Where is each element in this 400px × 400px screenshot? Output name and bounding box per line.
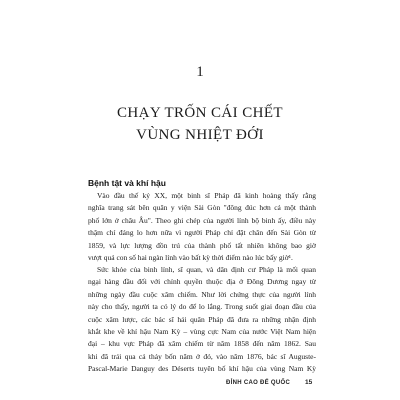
paragraph	[88, 190, 316, 264]
text-line: Vào đầu thế kỷ XX, một binh sĩ Pháp đã kinh hoàng thấy rằng	[97, 191, 316, 200]
section-heading: Bệnh tật và khí hậu	[88, 178, 166, 188]
text-line: nghĩa trang sát bên quân y viện Sài Gòn "đông đúc hơn cả một thành	[88, 203, 316, 213]
chapter-title-line: VÙNG NHIỆT ĐỚI	[136, 127, 264, 143]
text-line: này cho thấy, người ta có lý do để lo lắng. Trong suốt giai đoạn đầu của	[88, 302, 316, 312]
text-line: ngại hàng đầu đối với chính quyền thuộc địa ở Đông Dương ngay từ	[88, 277, 316, 287]
text-line: đại – khu vực Pháp đã xâm chiếm từ năm 1858 đến năm 1862. Sau	[88, 339, 316, 349]
chapter-title	[0, 102, 400, 146]
text-line: 1859, và lực lượng đồn trú của thành phố tất nhiên không bao giờ	[88, 240, 316, 250]
text-line: khắt khe về khí hậu Nam Kỳ – vùng cực Nam của nước Việt Nam hiện	[88, 327, 316, 337]
text-line: Sức khỏe của binh lính, sĩ quan, và dân định cư Pháp là mối quan	[97, 265, 316, 274]
chapter-number: 1	[196, 64, 204, 80]
text-line: Pascal-Marie Danguy des Déserts tuyên bố khí hậu của vùng Nam Kỳ	[88, 364, 316, 374]
text-line: khi đã trải qua cả thảy bốn năm ở đó, vào năm 1876, bác sĩ Auguste-	[88, 351, 316, 361]
text-line: cuộc xâm lược, các bác sĩ hải quân Pháp đã đưa ra những nhận định	[88, 314, 316, 324]
page-number: 15	[305, 379, 313, 386]
text-line: thậm chí đáng lo hơn nữa vì người Pháp chỉ đặt chân đến Sài Gòn từ	[88, 228, 316, 238]
text-line: phố lớn ở châu Âu". Theo ghi chép của người lính bộ binh ấy, điều này	[88, 215, 316, 225]
text-line: những ngày đầu cuộc xâm chiếm. Như lời chứng thực của người lính	[88, 289, 316, 299]
paragraph	[88, 264, 316, 376]
text-line: vượt quá con số hai ngàn lính vào bất kỳ thời điểm nào lúc bấy giờ¹.	[88, 253, 293, 263]
running-footer-title: ĐỈNH CAO ĐẾ QUỐC	[226, 380, 291, 386]
chapter-title-line: CHẠY TRỐN CÁI CHẾT	[117, 105, 283, 121]
